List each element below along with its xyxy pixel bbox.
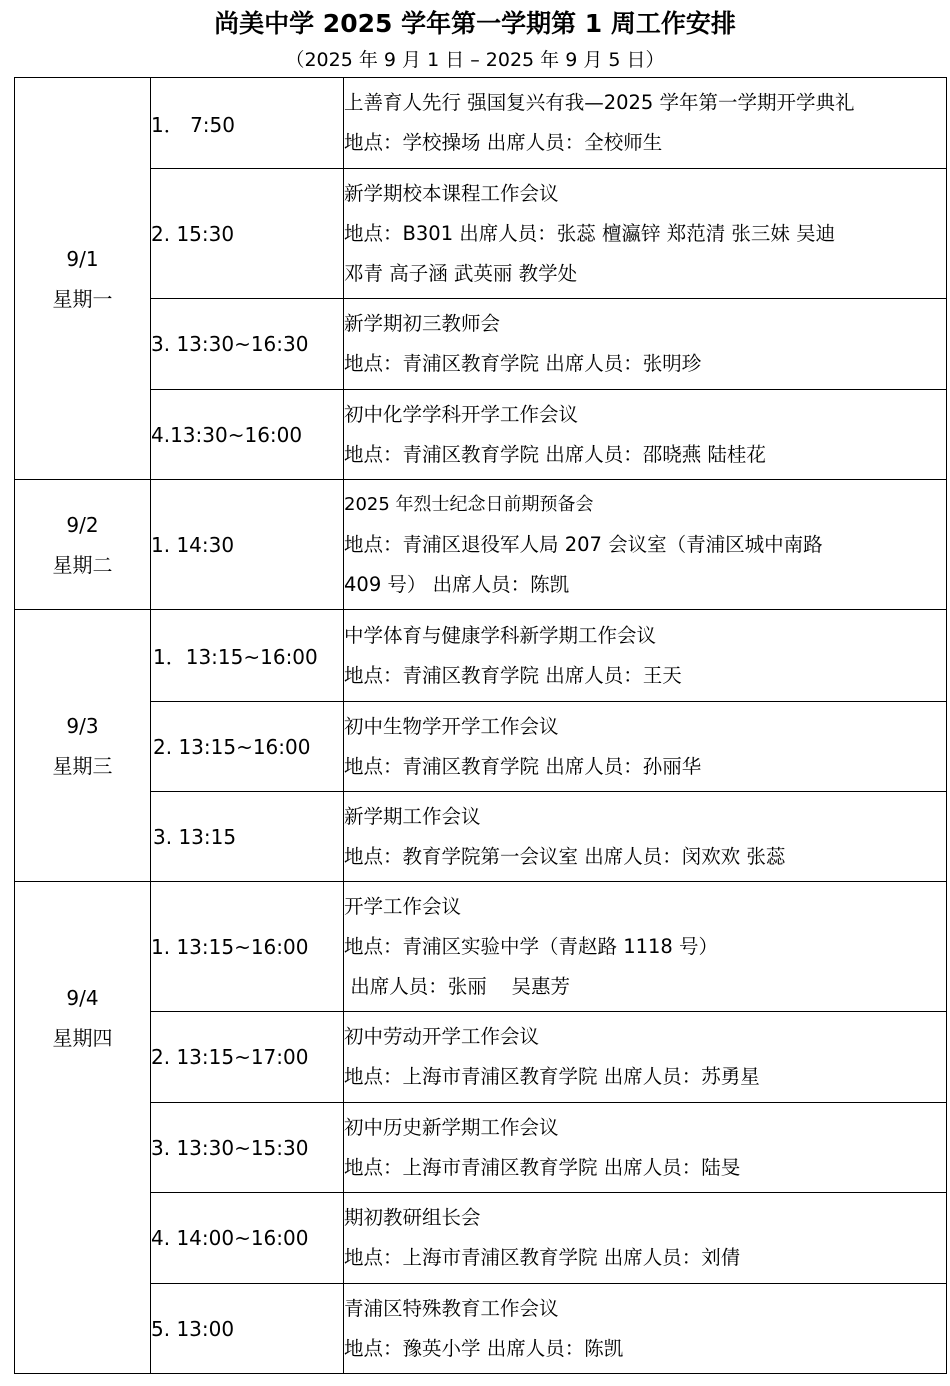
table-row: [15, 1284, 947, 1374]
event-details: [344, 299, 947, 390]
table-row: [15, 1103, 947, 1193]
event-location-attendees: 地点：学校操场 出席人员：全校师生: [344, 131, 663, 154]
event-title: 中学体育与健康学科新学期工作会议: [344, 623, 657, 647]
event-location-attendees: 地点：青浦区教育学院 出席人员：邵晓燕 陆桂花: [344, 442, 766, 466]
event-time: 1. 13:15~16:00: [151, 882, 344, 1012]
event-title: 期初教研组长会: [344, 1206, 481, 1229]
event-time: 4. 14:00~16:00: [151, 1193, 344, 1284]
day-weekday: 星期二: [52, 552, 113, 577]
event-title: 初中化学学科开学工作会议: [344, 402, 579, 426]
page-title: 尚美中学 2025 学年第一学期第 1 周工作安排: [214, 9, 736, 38]
event-location-attendees: 地点：青浦区教育学院 出席人员：孙丽华: [344, 754, 702, 778]
day-date: 9/2: [66, 512, 99, 537]
event-location: 地点：青浦区实验中学（青赵路 1118 号）: [344, 934, 719, 958]
day-weekday: 星期一: [52, 286, 113, 311]
event-title: 初中历史新学期工作会议: [344, 1115, 559, 1139]
day-cell: [15, 78, 151, 480]
event-time: 5. 13:00: [151, 1284, 344, 1374]
event-details: [344, 1103, 947, 1193]
event-title: 新学期初三教师会: [344, 312, 501, 335]
event-time: 2. 13:15~16:00: [151, 702, 344, 792]
event-location-attendees: 地点：B301 出席人员：张蕊 檀瀛锌 郑范清 张三妹 吴迪: [344, 221, 836, 245]
event-attendees-continued: 409 号） 出席人员：陈凯: [344, 572, 570, 596]
event-details: [344, 480, 947, 610]
event-time: 1． 7:50: [151, 78, 344, 169]
event-time: 4.13:30~16:00: [151, 390, 344, 480]
event-time: 3. 13:15: [151, 792, 344, 882]
event-title: 青浦区特殊教育工作会议: [344, 1296, 559, 1320]
event-attendees-continued: 邓青 高子涵 武英丽 教学处: [344, 261, 578, 285]
day-cell: [15, 882, 151, 1374]
event-title: 上善育人先行 强国复兴有我—2025 学年第一学期开学典礼: [344, 91, 855, 114]
table-row: [15, 78, 947, 169]
event-details: [344, 702, 947, 792]
day-weekday: 星期三: [52, 753, 113, 778]
date-range: （2025 年 9 月 1 日 – 2025 年 9 月 5 日）: [285, 49, 665, 71]
table-row: [15, 390, 947, 480]
event-attendees: 出席人员：张丽 吴惠芳: [344, 974, 570, 998]
event-location-attendees: 地点：青浦区教育学院 出席人员：王天: [344, 663, 682, 687]
day-date: 9/3: [66, 713, 99, 738]
event-details: [344, 1284, 947, 1374]
event-time: 1．13:15~16:00: [151, 610, 344, 702]
event-location-attendees: 地点：上海市青浦区教育学院 出席人员：陆旻: [344, 1155, 741, 1179]
day-date: 9/4: [66, 986, 99, 1010]
event-details: [344, 792, 947, 882]
table-row: [15, 1193, 947, 1284]
table-row: [15, 480, 947, 610]
table-row: [15, 610, 947, 702]
event-title: 新学期工作会议: [344, 804, 481, 828]
day-date: 9/1: [66, 246, 99, 271]
event-details: [344, 390, 947, 480]
event-title: 开学工作会议: [344, 894, 462, 918]
event-details: [344, 882, 947, 1012]
table-row: [15, 792, 947, 882]
event-location-attendees: 地点：豫英小学 出席人员：陈凯: [344, 1336, 624, 1360]
event-time: 1. 14:30: [151, 480, 344, 610]
event-details: [344, 169, 947, 299]
event-location-attendees: 地点：青浦区教育学院 出席人员：张明珍: [344, 352, 702, 375]
event-details: [344, 610, 947, 702]
event-title: 初中劳动开学工作会议: [344, 1025, 540, 1048]
table-row: [15, 702, 947, 792]
event-title: 2025 年烈士纪念日前期预备会: [344, 493, 594, 515]
table-row: [15, 169, 947, 299]
table-row: [15, 299, 947, 390]
schedule-body: [15, 78, 947, 1374]
event-time: 2. 13:15~17:00: [151, 1012, 344, 1103]
event-title: 初中生物学开学工作会议: [344, 714, 559, 738]
event-location-attendees: 地点：教育学院第一会议室 出席人员：闵欢欢 张蕊: [344, 844, 786, 868]
event-details: [344, 1012, 947, 1103]
event-title: 新学期校本课程工作会议: [344, 181, 559, 205]
event-time: 3. 13:30~16:30: [151, 299, 344, 390]
event-details: [344, 78, 947, 169]
event-location-attendees: 地点：上海市青浦区教育学院 出席人员：苏勇星: [344, 1065, 760, 1088]
event-location-attendees: 地点：青浦区退役军人局 207 会议室（青浦区城中南路: [344, 532, 823, 556]
day-cell: [15, 480, 151, 610]
day-weekday: 星期四: [52, 1026, 113, 1050]
event-time: 2. 15:30: [151, 169, 344, 299]
event-time: 3. 13:30~15:30: [151, 1103, 344, 1193]
schedule-table: [14, 77, 947, 1374]
event-location-attendees: 地点：上海市青浦区教育学院 出席人员：刘倩: [344, 1246, 741, 1269]
day-cell: [15, 610, 151, 882]
event-details: [344, 1193, 947, 1284]
table-row: [15, 1012, 947, 1103]
table-row: [15, 882, 947, 1012]
